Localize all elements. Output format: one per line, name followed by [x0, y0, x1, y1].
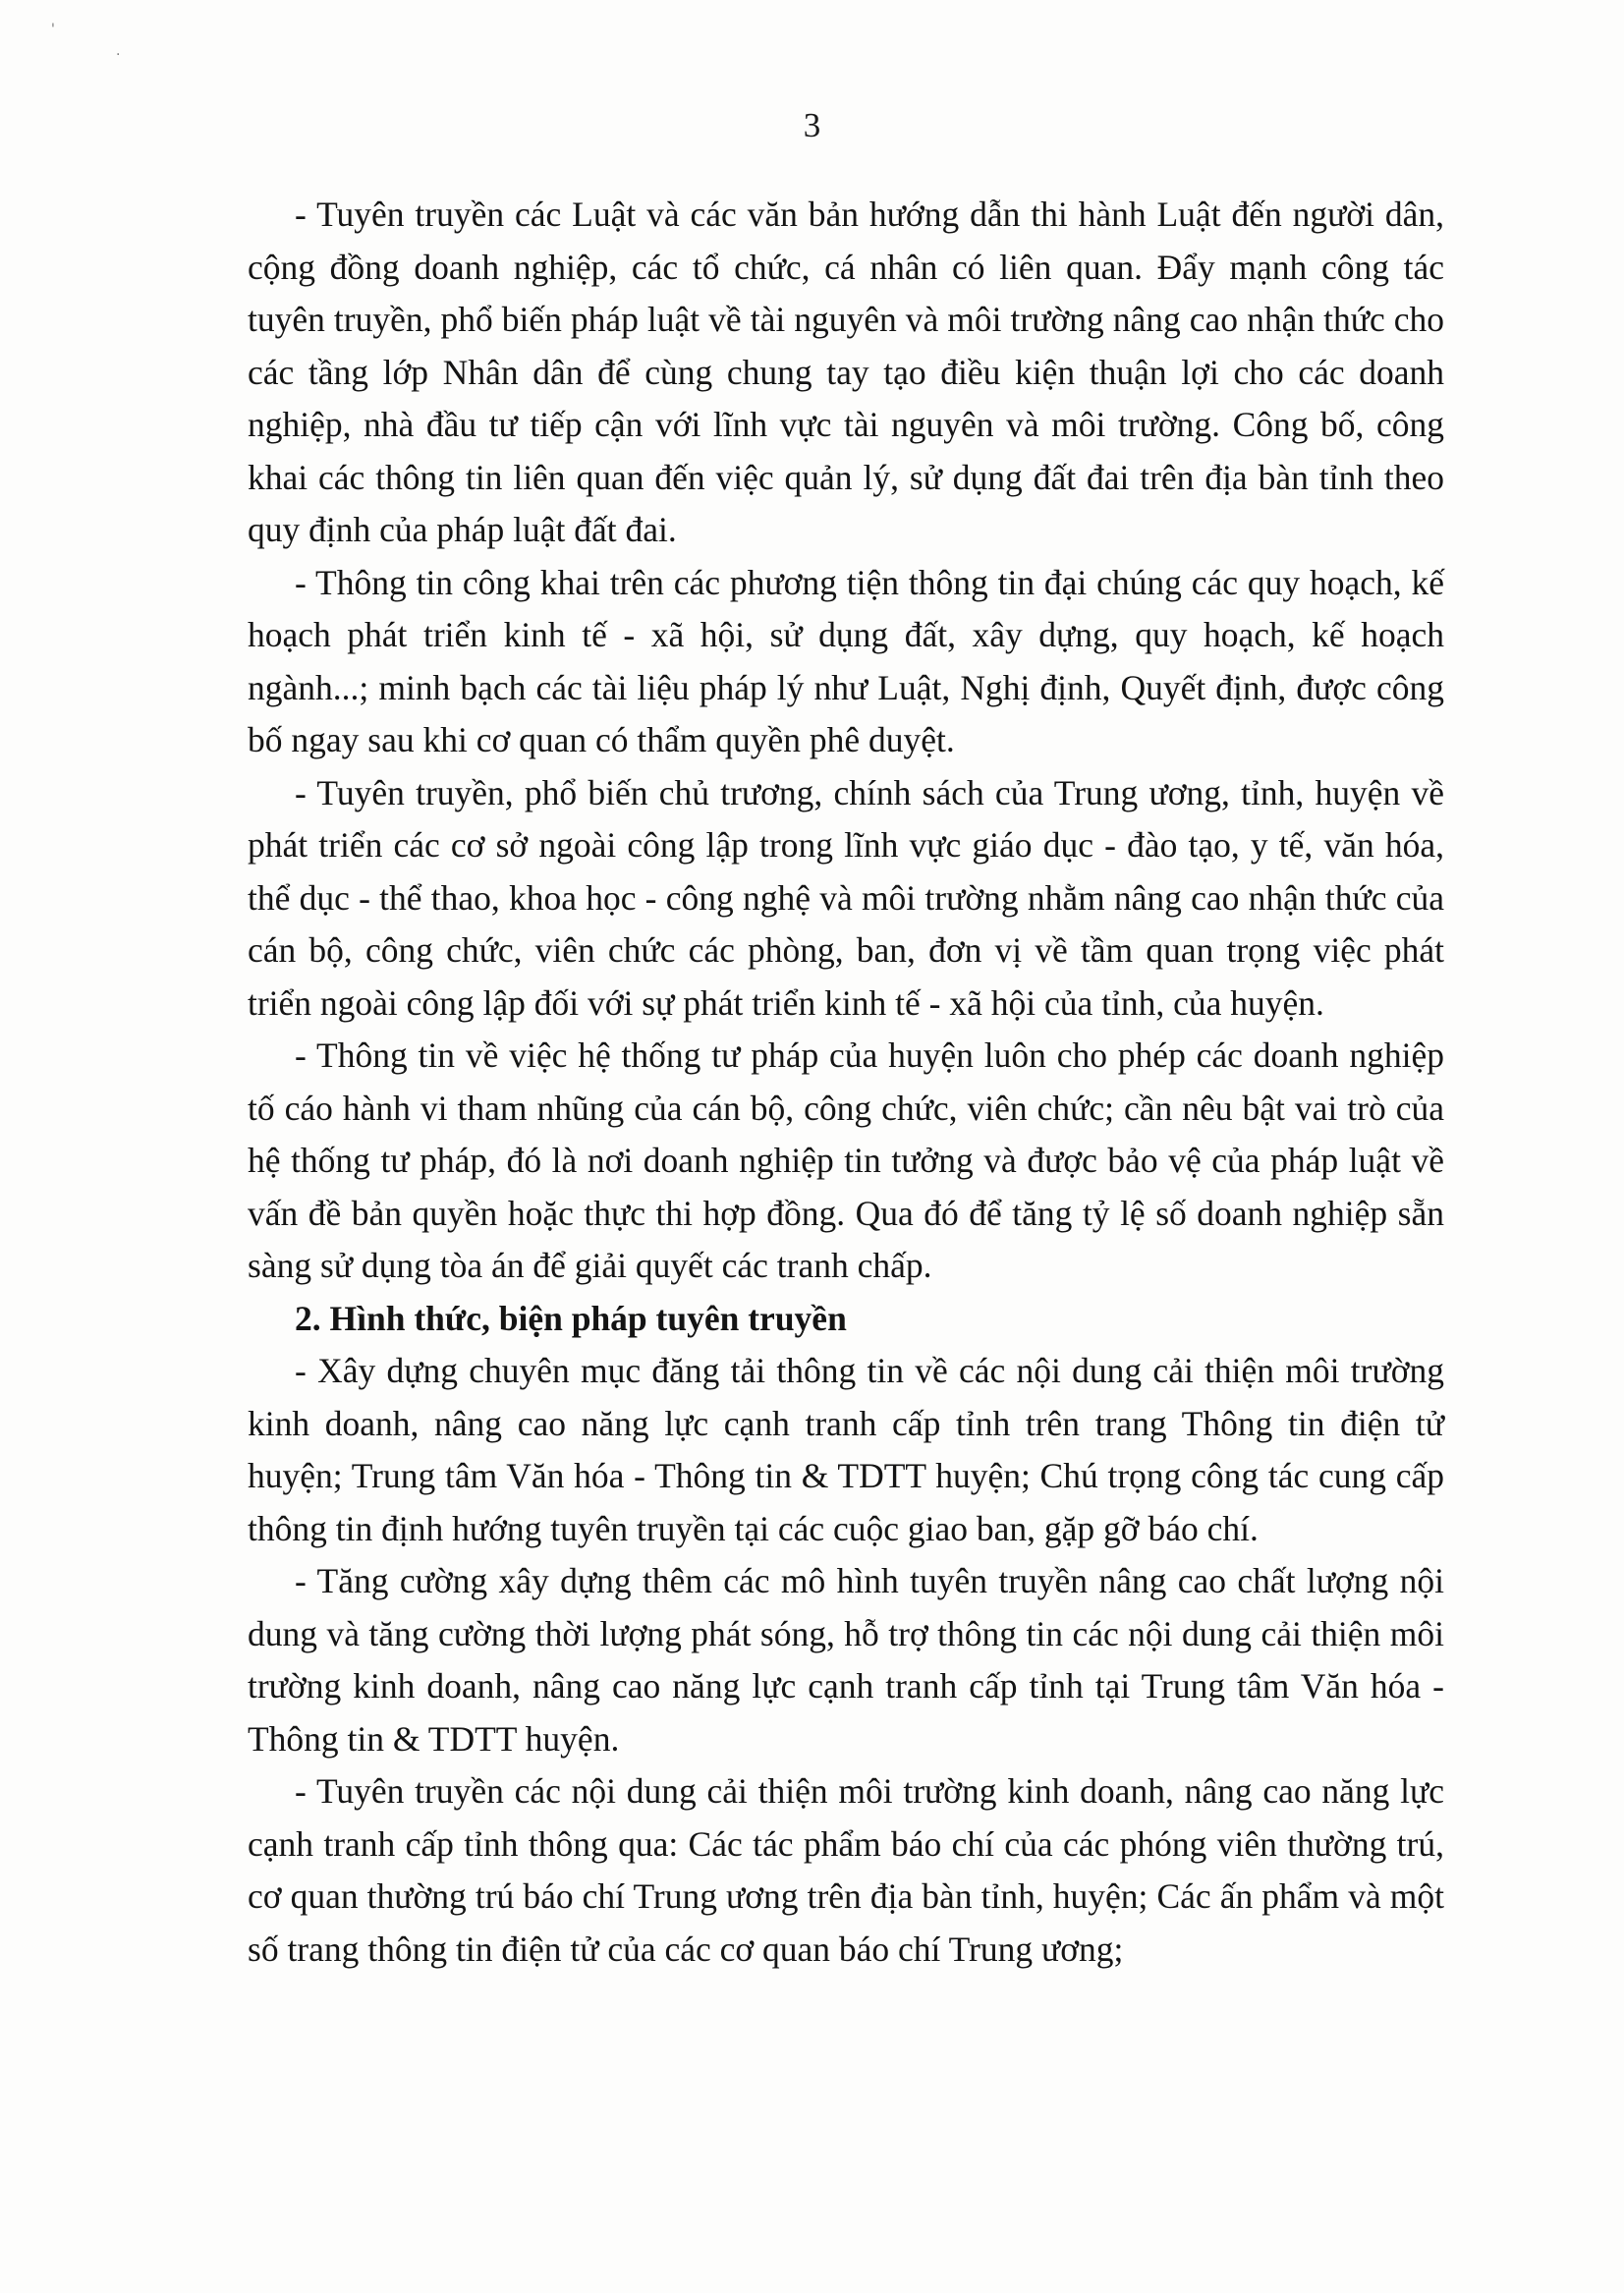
section-heading: 2. Hình thức, biện pháp tuyên truyền: [295, 1298, 847, 1338]
document-body: [248, 189, 1444, 1976]
scan-speck: ·: [116, 47, 121, 63]
paragraph: - Xây dựng chuyên mục đăng tải thông tin về các nội dung cải thiện môi trường kinh doanh, nâng cao năng lực cạnh tranh cấp tỉnh trên trang Thông tin điện tử huyện; Trung tâm Văn hóa - Thông tin & TDTT huyện; Chú trọng công tác cung cấp thông tin định hướng tuyên truyền tại các cuộc giao ban, gặp gỡ báo chí.: [248, 1351, 1444, 1548]
paragraph: - Tuyên truyền, phổ biến chủ trương, chính sách của Trung ương, tỉnh, huyện về phát triển các cơ sở ngoài công lập trong lĩnh vực giáo dục - đào tạo, y tế, văn hóa, thể dục - thể thao, khoa học - công nghệ và môi trường nhằm nâng cao nhận thức của cán bộ, công chức, viên chức các phòng, ban, đơn vị về tầm quan trọng việc phát triển ngoài công lập đối với sự phát triển kinh tế - xã hội của tỉnh, của huyện.: [248, 772, 1444, 1023]
paragraph: - Thông tin về việc hệ thống tư pháp của huyện luôn cho phép các doanh nghiệp tố cáo hành vi tham nhũng của cán bộ, công chức, viên chức; cần nêu bật vai trò của hệ thống tư pháp, đó là nơi doanh nghiệp tin tưởng và được bảo vệ của pháp luật về vấn đề bản quyền hoặc thực thi hợp đồng. Qua đó để tăng tỷ lệ số doanh nghiệp sẵn sàng sử dụng tòa án để giải quyết các tranh chấp.: [248, 1035, 1444, 1285]
page-number: 3: [803, 106, 821, 144]
paragraph: - Tuyên truyền các Luật và các văn bản hướng dẫn thi hành Luật đến người dân, cộng đồng doanh nghiệp, các tổ chức, cá nhân có liên quan. Đẩy mạnh công tác tuyên truyền, phổ biến pháp luật về tài nguyên và môi trường nâng cao nhận thức cho các tầng lớp Nhân dân để cùng chung tay tạo điều kiện thuận lợi cho các doanh nghiệp, nhà đầu tư tiếp cận với lĩnh vực tài nguyên và môi trường. Công bố, công khai các thông tin liên quan đến việc quản lý, sử dụng đất đai trên địa bàn tỉnh theo quy định của pháp luật đất đai.: [248, 195, 1444, 549]
paragraph: - Tăng cường xây dựng thêm các mô hình tuyên truyền nâng cao chất lượng nội dung và tăng cường thời lượng phát sóng, hỗ trợ thông tin các nội dung cải thiện môi trường kinh doanh, nâng cao năng lực cạnh tranh cấp tỉnh tại Trung tâm Văn hóa - Thông tin & TDTT huyện.: [248, 1561, 1444, 1759]
scan-speck: ': [51, 22, 55, 37]
paragraph: - Thông tin công khai trên các phương tiện thông tin đại chúng các quy hoạch, kế hoạch phát triển kinh tế - xã hội, sử dụng đất, xây dựng, quy hoạch, kế hoạch ngành...; minh bạch các tài liệu pháp lý như Luật, Nghị định, Quyết định, được công bố ngay sau khi cơ quan có thẩm quyền phê duyệt.: [248, 562, 1444, 759]
paragraph: - Tuyên truyền các nội dung cải thiện môi trường kinh doanh, nâng cao năng lực cạnh tranh cấp tỉnh thông qua: Các tác phẩm báo chí của các phóng viên thường trú, cơ quan thường trú báo chí Trung ương trên địa bàn tỉnh, huyện; Các ấn phẩm và một số trang thông tin điện tử của các cơ quan báo chí Trung ương;: [248, 1771, 1444, 1969]
